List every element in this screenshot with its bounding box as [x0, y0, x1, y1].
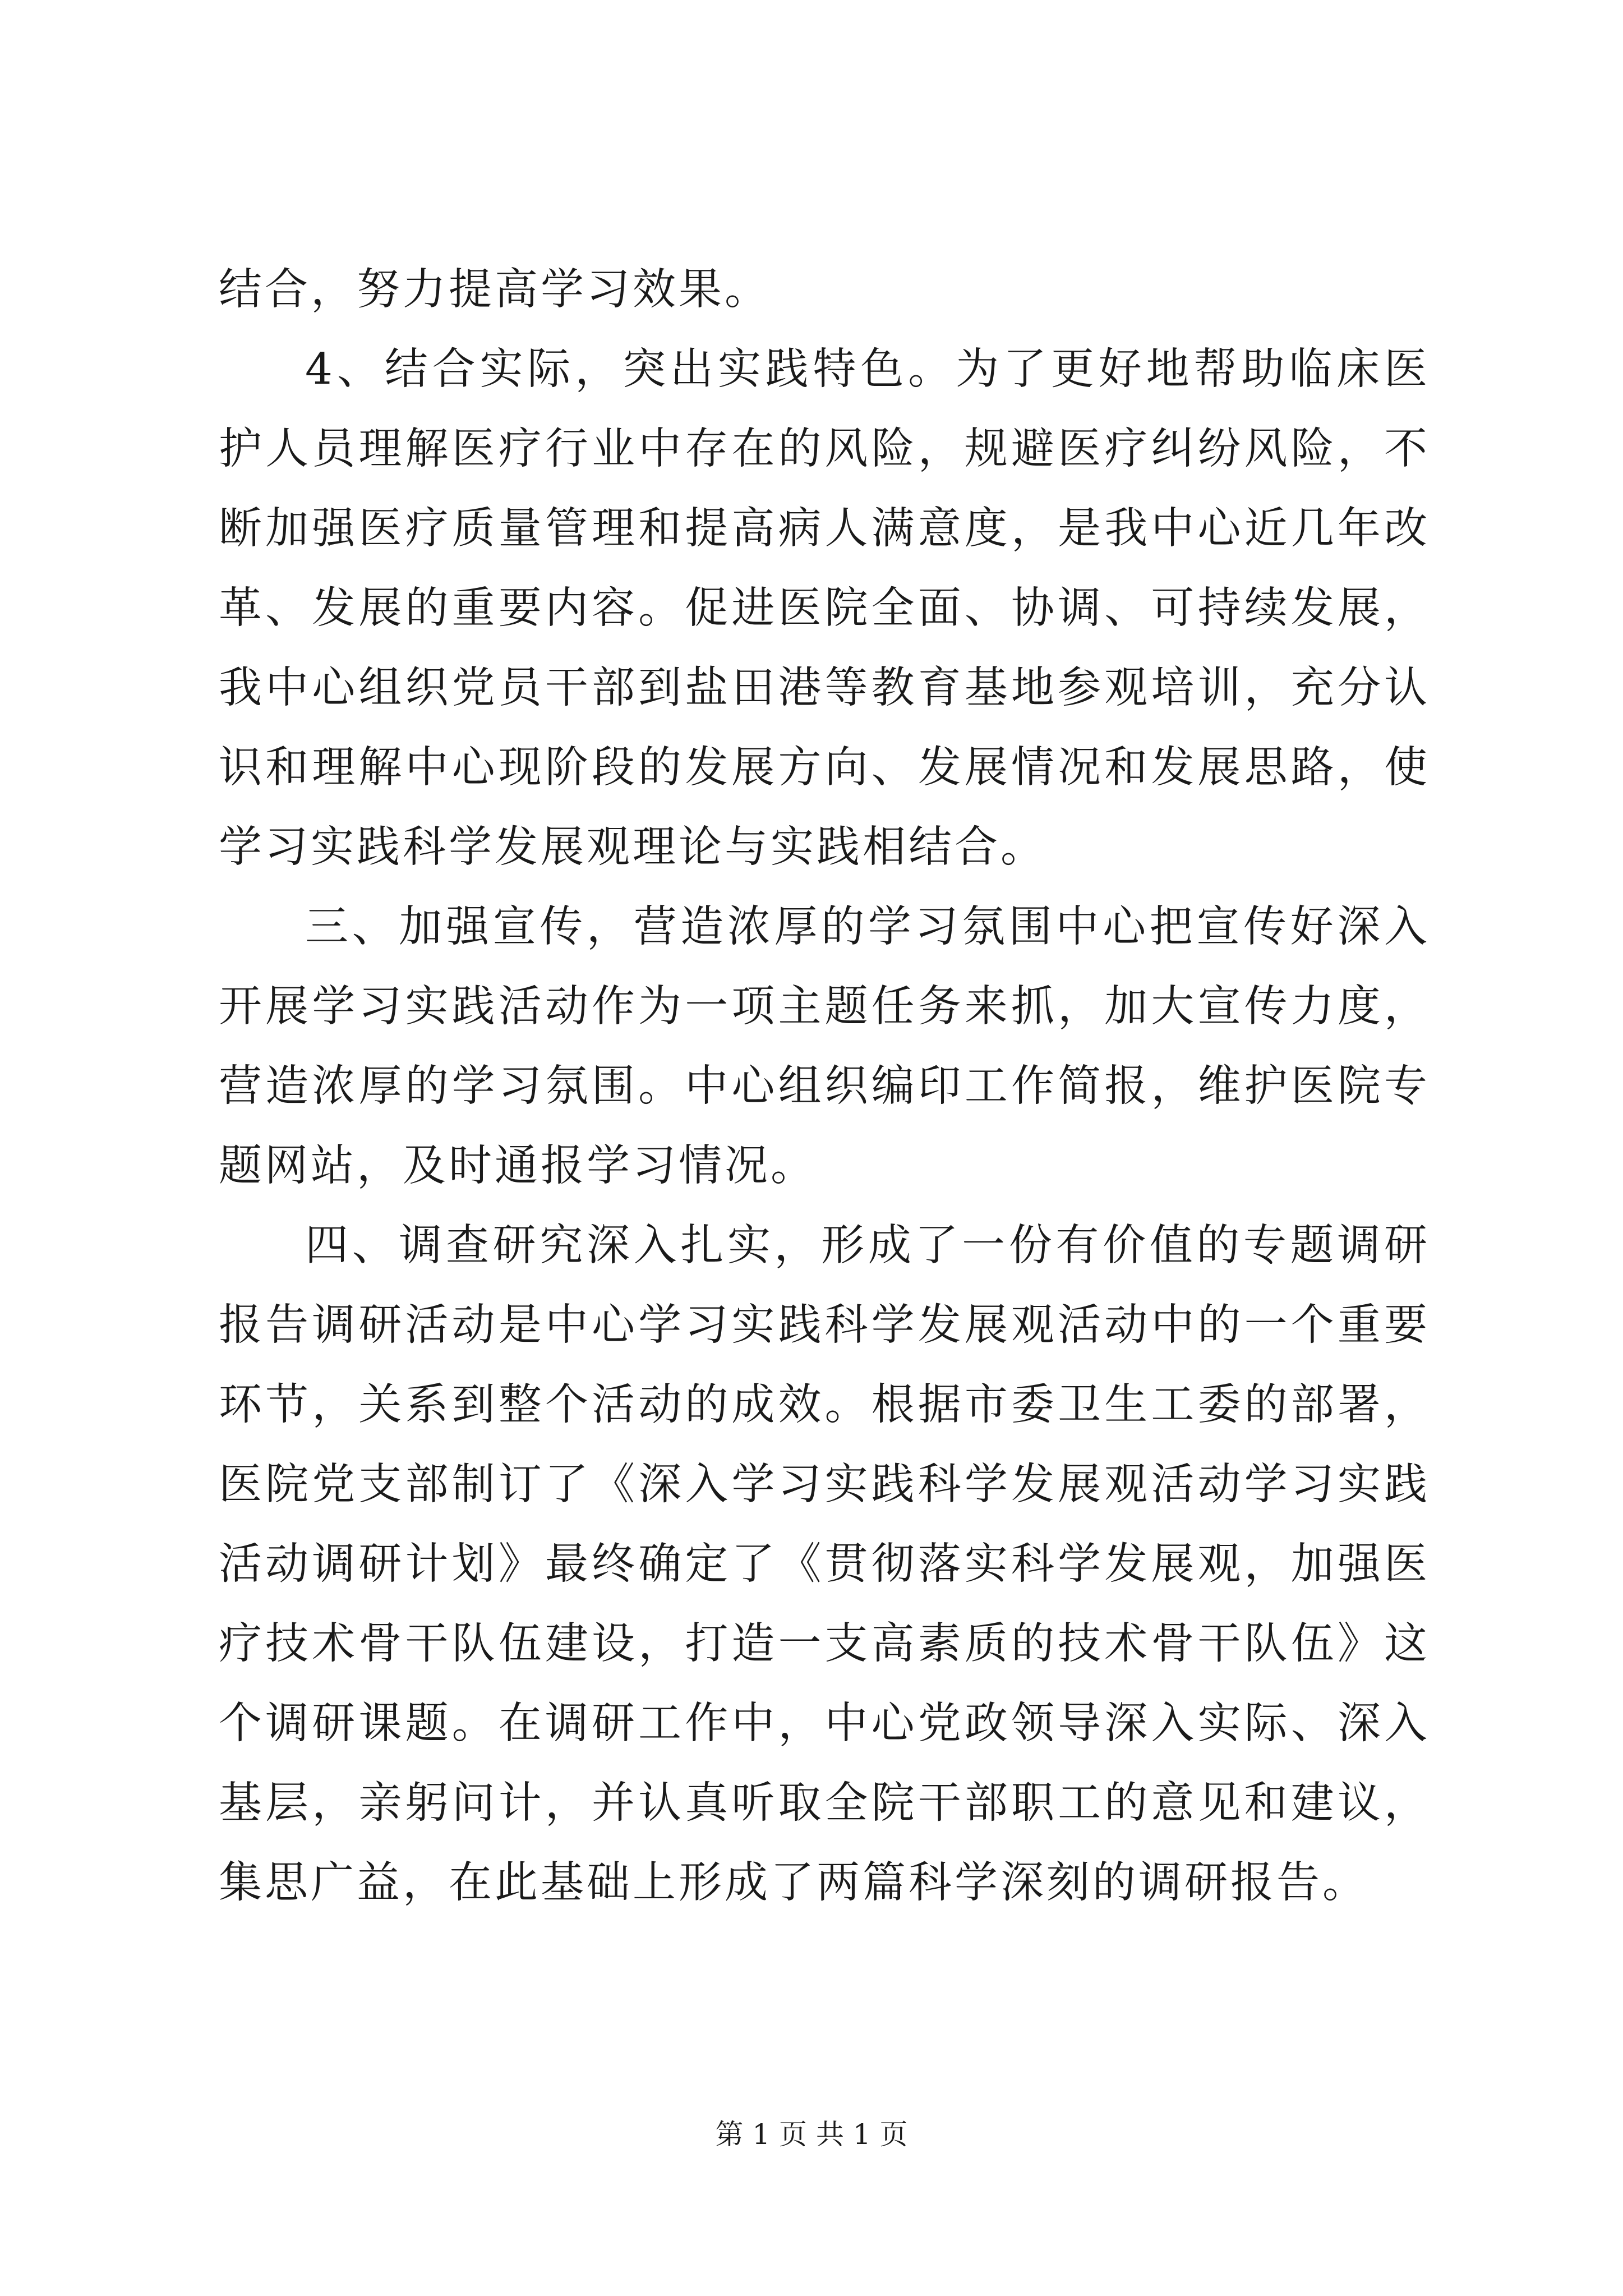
paragraph-continuation: 结合，努力提高学习效果。 [219, 265, 771, 315]
page-footer: 第 1 页 共 1 页 [715, 2118, 908, 2151]
paragraph-practice: 4、结合实际，突出实践特色。为了更好地帮助临床医护人员理解医疗行业中存在的风险，规避医疗纠纷风险，不断加强医疗质量管理和提高病人满意度，是我中心近几年改革、发展的重要内容。促进医院全面、协调、可持续发展，我中心组织党员干部到盐田港等教育基地参观培训，充分认识和理解中心现阶段的发展方向、发展情况和发展思路，使学习实践科学发展观理论与实践相结合。 [219, 344, 1430, 872]
document-body [219, 250, 1430, 1923]
paragraph-publicity: 三、加强宣传，营造浓厚的学习氛围中心把宣传好深入开展学习实践活动作为一项主题任务来抓，加大宣传力度，营造浓厚的学习氛围。中心组织编印工作简报，维护医院专题网站，及时通报学习情况。 [219, 902, 1430, 1191]
paragraph-research: 四、调查研究深入扎实，形成了一份有价值的专题调研报告调研活动是中心学习实践科学发展观活动中的一个重要环节，关系到整个活动的成效。根据市委卫生工委的部署，医院党支部制订了《深入学习实践科学发展观活动学习实践活动调研计划》最终确定了《贯彻落实科学发展观，加强医疗技术骨干队伍建设，打造一支高素质的技术骨干队伍》这个调研课题。在调研工作中，中心党政领导深入实际、深入基层，亲躬问计，并认真听取全院干部职工的意见和建议，集思广益，在此基础上形成了两篇科学深刻的调研报告。 [219, 1221, 1430, 1908]
